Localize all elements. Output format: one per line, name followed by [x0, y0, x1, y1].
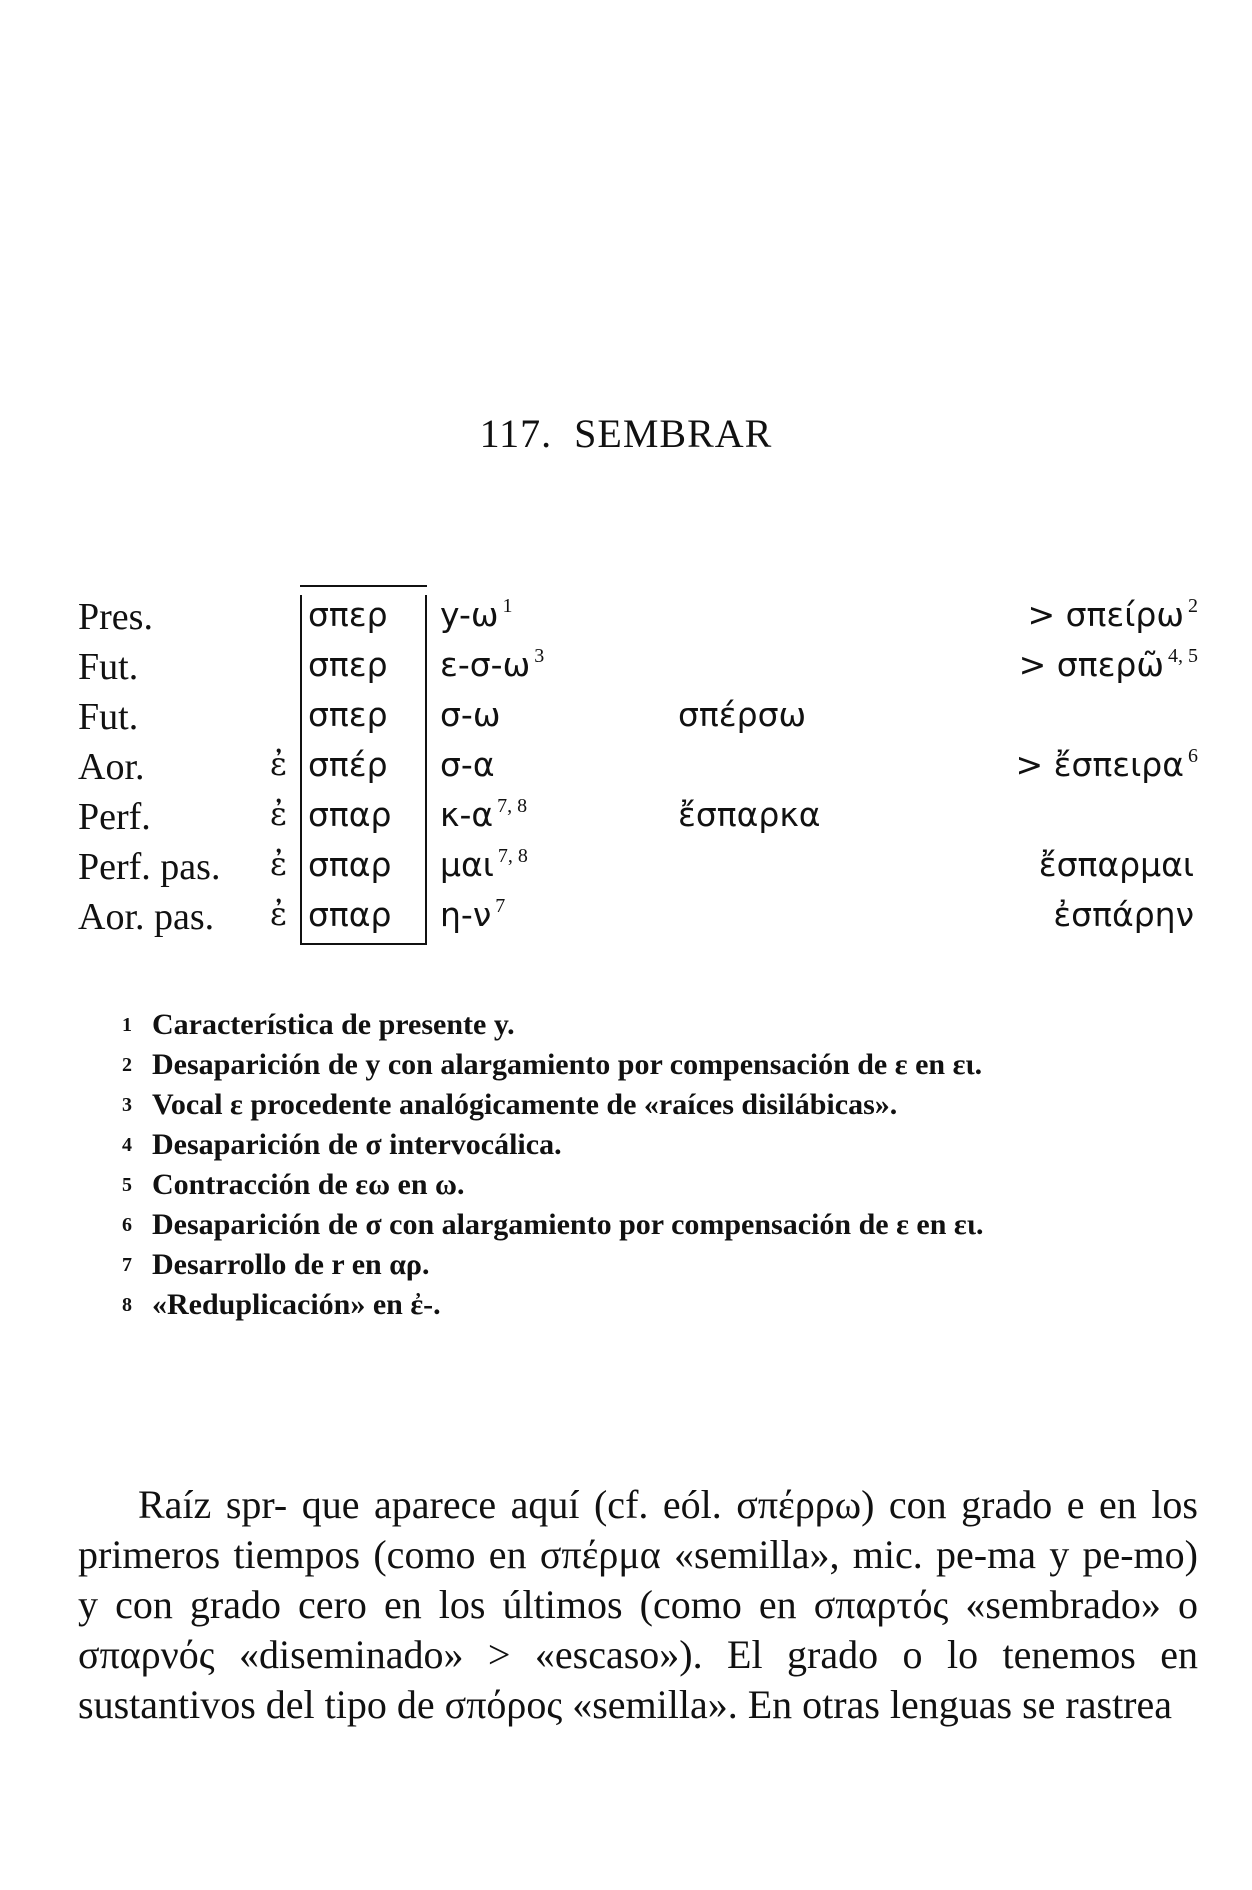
note-ref: 7, 8 [497, 845, 528, 867]
tense-label: Pres. [78, 596, 153, 638]
section-number: 117. [479, 411, 553, 456]
result-form [1194, 795, 1198, 834]
footnote-number: 6 [122, 1214, 132, 1236]
augment: ἐ [270, 795, 288, 833]
note-ref: 1 [502, 595, 513, 617]
stem: σπαρ [308, 845, 392, 884]
result-form: ἐσπάρην [1053, 895, 1194, 934]
footnote [122, 1085, 1212, 1125]
stem: σπερ [308, 595, 388, 634]
augment: ἐ [270, 895, 288, 933]
footnote-number: 4 [122, 1134, 132, 1156]
tense-label: Fut. [78, 696, 139, 738]
footnote-number: 3 [122, 1094, 132, 1116]
footnote [122, 1045, 1212, 1085]
result-form: ἔσπαρμαι [1038, 845, 1194, 884]
ending: μαι $^{7, 8}$ [440, 845, 528, 884]
table-row [78, 745, 1198, 795]
footnote [122, 1125, 1212, 1165]
intermediate-form: ἔσπαρκα [678, 795, 821, 834]
footnote-number: 7 [122, 1254, 132, 1276]
ending: ε-σ-ω $^3$ [440, 645, 545, 684]
table-row [78, 845, 1198, 895]
page-title [0, 410, 1252, 457]
note-ref: 2 [1188, 595, 1198, 617]
table-row [78, 645, 1198, 695]
stem-box-top [300, 585, 427, 587]
ending: y-ω $^1$ [440, 595, 513, 634]
augment: ἐ [270, 845, 288, 883]
result-form [1194, 695, 1198, 734]
table-row [78, 595, 1198, 645]
footnote-number: 8 [122, 1294, 132, 1316]
footnote-number: 2 [122, 1054, 132, 1076]
result-form: > ἔσπειρα $^6$ [1015, 745, 1198, 784]
ending: σ-ω [440, 695, 501, 734]
table-row [78, 795, 1198, 845]
footnote-number: 5 [122, 1174, 132, 1196]
tense-label: Aor. [78, 746, 145, 788]
ending: σ-α [440, 745, 495, 784]
intermediate-form: σπέρσω [678, 695, 807, 734]
footnote [122, 1005, 1212, 1045]
footnote [122, 1245, 1212, 1285]
note-ref: 4, 5 [1168, 645, 1198, 667]
tense-label: Perf. [78, 796, 151, 838]
tense-label: Aor. pas. [78, 896, 215, 938]
stem: σπαρ [308, 795, 392, 834]
footnote [122, 1285, 1212, 1325]
footnote-text: Característica de presente y. [152, 1008, 515, 1041]
footnote-text: Desarrollo de r en αρ. [152, 1248, 430, 1281]
footnote-text: Contracción de εω en ω. [152, 1168, 465, 1201]
table-row [78, 895, 1198, 945]
tense-label: Perf. pas. [78, 846, 221, 888]
footnote-number: 1 [122, 1014, 132, 1036]
result-form: > σπείρω $^2$ [1027, 595, 1198, 634]
ending: κ-α $^{7, 8}$ [440, 795, 528, 834]
paragraph-text: Raíz spr- que aparece aquí (cf. eól. σπέρρω) con grado e en los primeros tiempos (como en σπέρμα «semilla», mic. pe-ma y pe-mo) y con grado cero en los últimos (como en σπαρτός «sembrado» o σπαρνός «diseminado» > «escaso»). El grado o lo tenemos en sustantivos del tipo de σπόρος «semilla». En otras lenguas se rastrea [78, 1482, 1198, 1727]
footnote-text: Desaparición de σ intervocálica. [152, 1128, 562, 1161]
stem: σπερ [308, 695, 388, 734]
footnote-text: Vocal ε procedente analógicamente de «raíces disilábicas». [152, 1088, 898, 1121]
footnote-text: «Reduplicación» en ἐ-. [152, 1288, 441, 1321]
footnotes [122, 1005, 1212, 1325]
tense-label: Fut. [78, 646, 139, 688]
result-form: > σπερῶ $^{4, 5}$ [1018, 645, 1198, 684]
ending: η-ν $^7$ [440, 895, 506, 934]
section-title: SEMBRAR [574, 411, 773, 456]
footnote-text: Desaparición de y con alargamiento por compensación de ε en ει. [152, 1048, 983, 1081]
conjugation-table [78, 585, 1198, 945]
footnote [122, 1165, 1212, 1205]
stem: σπέρ [308, 745, 388, 784]
footnote [122, 1205, 1212, 1245]
note-ref: 6 [1188, 745, 1198, 767]
note-ref: 7 [495, 895, 506, 917]
stem: σπαρ [308, 895, 392, 934]
note-ref: 7, 8 [497, 795, 528, 817]
table-row [78, 695, 1198, 745]
body-paragraph [78, 1480, 1198, 1730]
note-ref: 3 [534, 645, 545, 667]
augment: ἐ [270, 745, 288, 783]
footnote-text: Desaparición de σ con alargamiento por compensación de ε en ει. [152, 1208, 984, 1241]
stem: σπερ [308, 645, 388, 684]
